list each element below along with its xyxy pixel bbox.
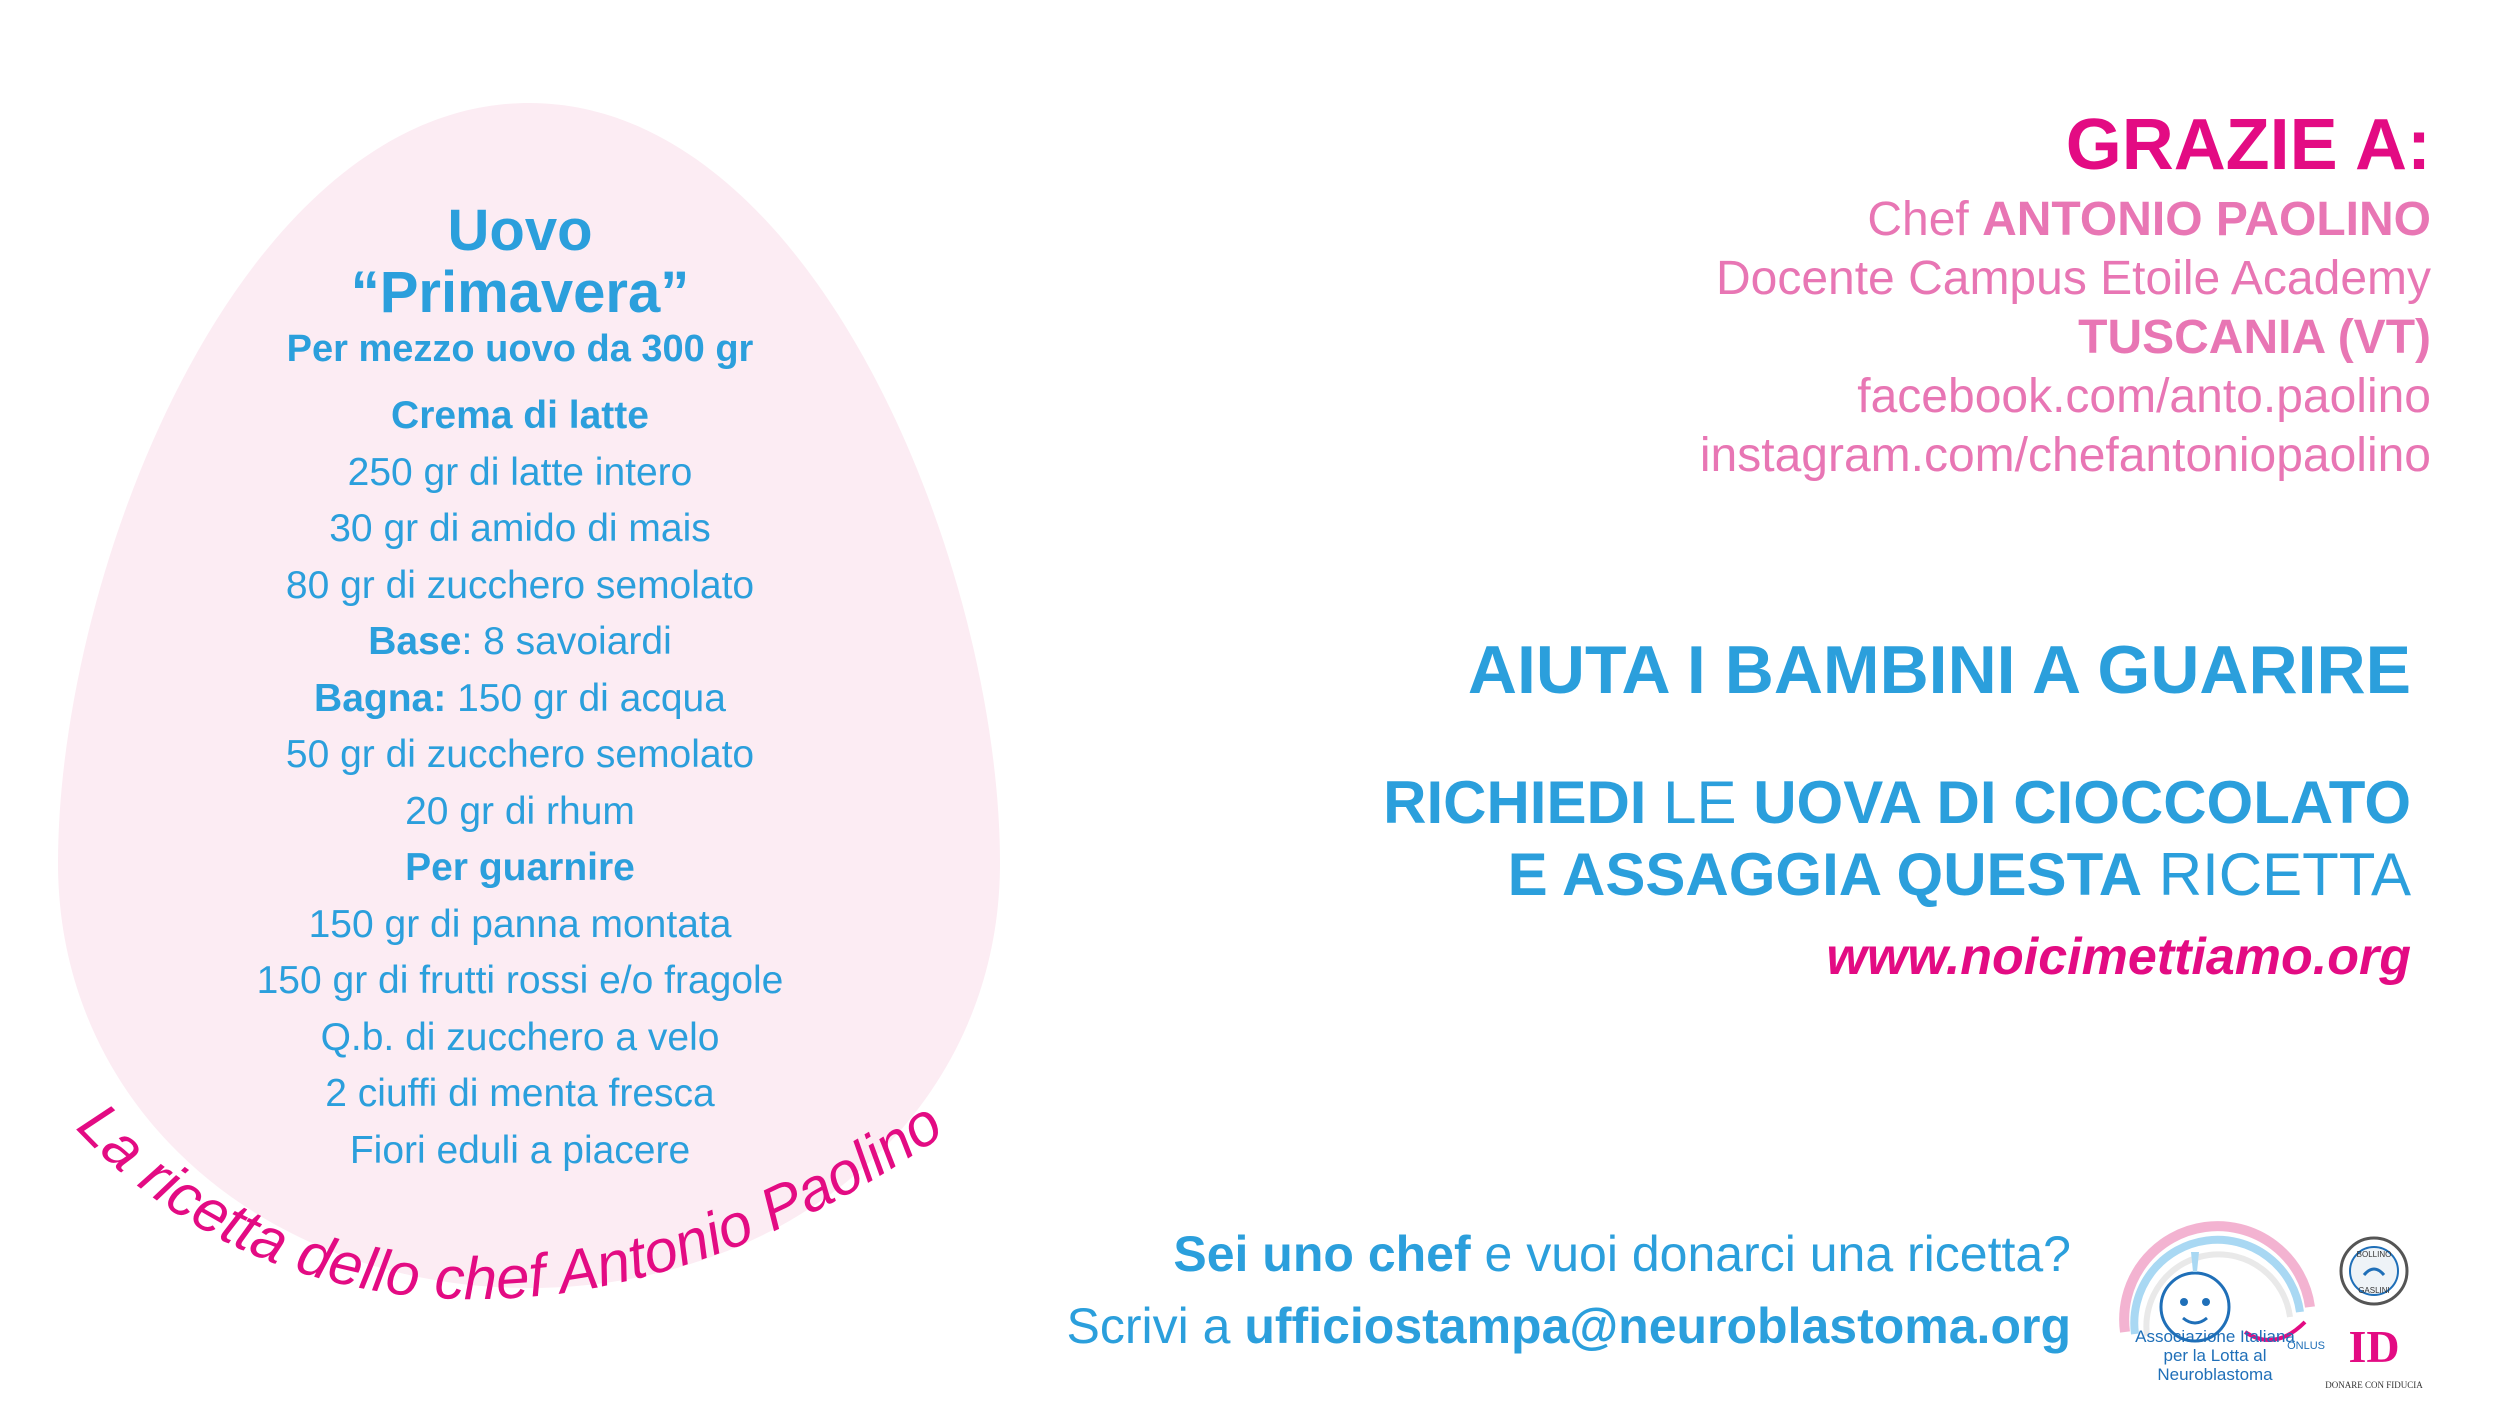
chef-line xyxy=(1700,190,2431,249)
recipe-title-line1: Uovo xyxy=(447,198,593,263)
ingredient: 20 gr di rhum xyxy=(405,789,635,833)
association-logo xyxy=(2105,1212,2325,1392)
recipe-title-line2: “Primavera” xyxy=(350,260,690,325)
email-link[interactable]: ufficiostampa@neuroblastoma.org xyxy=(1244,1298,2071,1354)
invite-prefix: Scrivi a xyxy=(1066,1298,1245,1354)
bollino-gaslini-logo xyxy=(2338,1235,2410,1307)
ingredient: 2 ciuffi di menta fresca xyxy=(325,1072,715,1115)
ingredient: 30 gr di amido di mais xyxy=(329,507,711,550)
chef-role: Docente Campus Etoile Academy xyxy=(1715,252,2431,305)
association-onlus: ONLUS xyxy=(2287,1340,2325,1352)
ingredient: 150 gr di panna montata xyxy=(308,902,732,946)
facebook-link[interactable]: facebook.com/anto.paolino xyxy=(1857,370,2431,423)
instagram-link[interactable]: instagram.com/chefantoniopaolino xyxy=(1699,429,2431,482)
base-head: Base xyxy=(368,620,462,663)
bagna-text: 150 gr di acqua xyxy=(446,676,726,720)
recipe-subtitle: Per mezzo uovo da 300 gr xyxy=(286,328,754,370)
section-crema: Crema di latte xyxy=(391,394,649,437)
cta-richiedi: RICHIEDI xyxy=(1383,769,1647,836)
invite-line1 xyxy=(1067,1218,2071,1290)
recipe-caption: La ricetta dello chef Antonio Paolino xyxy=(65,1088,954,1313)
association-line1: Associazione Italiana xyxy=(2135,1327,2295,1346)
ingredient: 80 gr di zucchero semolato xyxy=(285,563,755,607)
ingredient: 150 gr di frutti rossi e/o fragole xyxy=(256,959,784,1002)
ingredient: 250 gr di latte intero xyxy=(347,450,693,494)
association-line2: per la Lotta al Neuroblastoma xyxy=(2157,1346,2273,1384)
cta-line1 xyxy=(1383,767,2411,839)
section-bagna xyxy=(130,671,910,728)
recipe-caption-arc xyxy=(0,1000,1100,1407)
invite-line2 xyxy=(1067,1290,2071,1362)
thanks-heading: GRAZIE A: xyxy=(2065,105,2431,185)
bollino-text: BOLLINO xyxy=(2356,1250,2392,1259)
bollino-sub: GASLINI xyxy=(2358,1286,2390,1295)
iid-logo xyxy=(2322,1310,2427,1395)
invite-rest: e vuoi donarci una ricetta? xyxy=(1470,1226,2071,1282)
invite-bold: Sei uno chef xyxy=(1173,1226,1471,1282)
cta-headline: AIUTA I BAMBINI A GUARIRE xyxy=(1467,632,2411,708)
chef-invite xyxy=(1067,1218,2071,1362)
cta-block xyxy=(1383,625,2411,997)
iid-caption: DONARE CON FIDUCIA xyxy=(2325,1380,2423,1390)
base-text: : 8 savoiardi xyxy=(461,620,672,663)
website-link[interactable]: www.noicimettiamo.org xyxy=(1826,928,2411,986)
thanks-block xyxy=(1700,100,2431,485)
cta-uova: UOVA DI CIOCCOLATO xyxy=(1753,769,2411,836)
ingredient: Fiori eduli a piacere xyxy=(349,1128,691,1172)
section-base xyxy=(130,614,910,671)
association-name xyxy=(2105,1327,2325,1384)
chef-name: ANTONIO PAOLINO xyxy=(1982,193,2431,246)
cta-line2 xyxy=(1383,839,2411,911)
ingredient: 50 gr di zucchero semolato xyxy=(285,733,755,776)
section-guarnire: Per guarnire xyxy=(405,846,635,889)
iid-letters: ID xyxy=(2348,1321,2400,1372)
svg-text:La ricetta dello chef Antonio xyxy=(66,1089,954,1313)
ingredient: Q.b. di zucchero a velo xyxy=(320,1015,720,1059)
bagna-head: Bagna: xyxy=(314,676,447,720)
cta-assaggia: E ASSAGGIA QUESTA xyxy=(1507,841,2143,908)
cta-le: LE xyxy=(1646,769,1754,836)
chef-place: TUSCANIA (VT) xyxy=(2078,311,2431,364)
cta-ricetta: RICETTA xyxy=(2142,841,2411,908)
chef-prefix: Chef xyxy=(1867,193,1983,246)
